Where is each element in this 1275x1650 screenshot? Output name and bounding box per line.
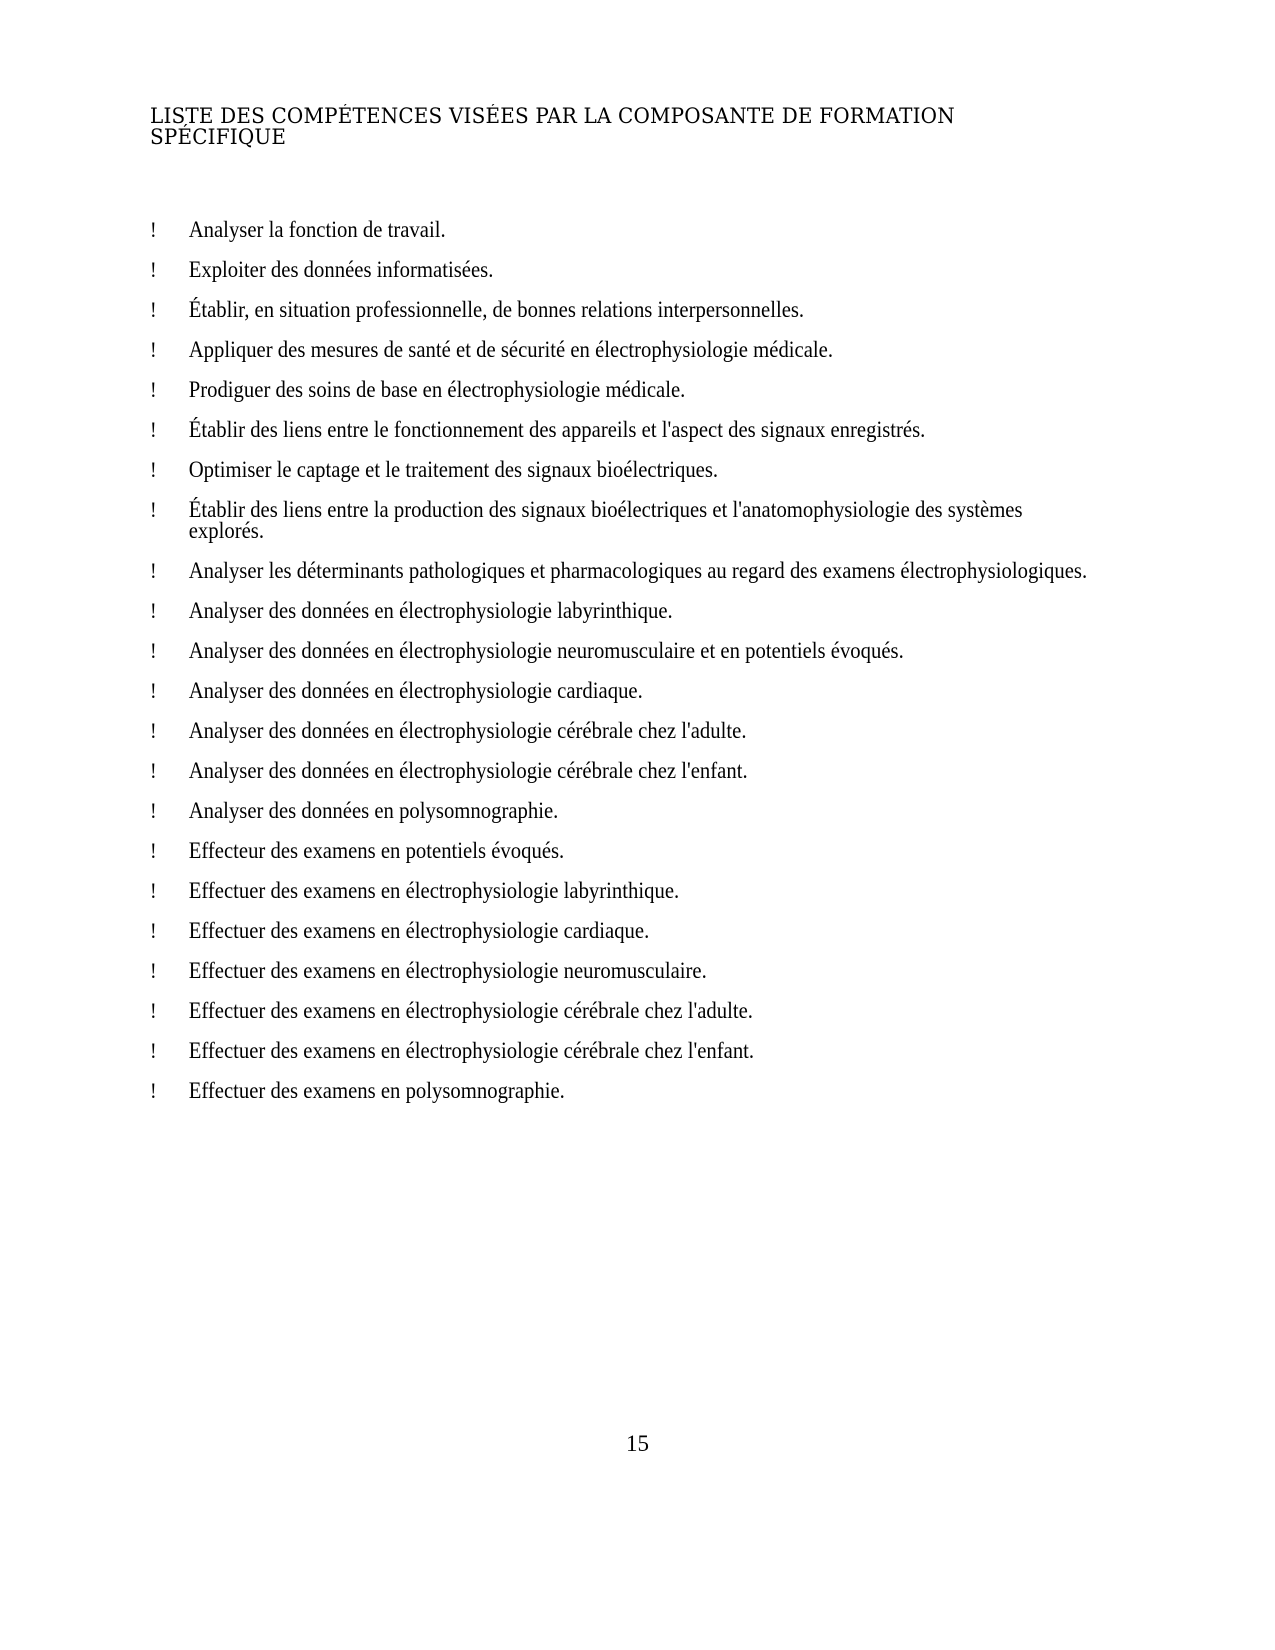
list-item-text: Établir, en situation professionnelle, de bonnes relations interpersonnelles. [188,297,805,322]
bullet: ! [150,718,157,743]
bullet: ! [150,758,157,783]
bullet: ! [150,558,157,583]
list-item-text: Analyser des données en électrophysiologie cérébrale chez l'adulte. [188,718,747,743]
list-item [150,880,1089,901]
list-item [150,760,1089,781]
list-item-text: Analyser des données en polysomnographie. [188,798,559,823]
bullet: ! [150,1038,157,1063]
list-item-text: Analyser la fonction de travail. [188,217,446,242]
list-item-text: Effectuer des examens en électrophysiologie labyrinthique. [188,878,680,903]
list-item [150,339,1089,360]
list-item [150,1040,1089,1061]
list-item [150,680,1089,701]
list-item-text: Analyser des données en électrophysiologie labyrinthique. [188,598,673,623]
list-item [150,459,1089,480]
bullet: ! [150,638,157,663]
bullet: ! [150,377,157,402]
list-item-text: Établir des liens entre le fonctionnement des appareils et l'aspect des signaux enregistrés. [188,417,926,442]
bullet: ! [150,297,157,322]
bullet: ! [150,457,157,482]
list-item [150,920,1089,941]
list-item-text: Analyser des données en électrophysiologie cérébrale chez l'enfant. [188,758,748,783]
competency-list [150,217,1088,1120]
bullet: ! [150,217,157,242]
list-item-text: Effecteur des examens en potentiels évoqués. [188,838,565,863]
bullet: ! [150,918,157,943]
list-item-text: Prodiguer des soins de base en électrophysiologie médicale. [188,377,686,402]
list-item-text: Établir des liens entre la production des signaux bioélectriques et l'anatomophysiologie des systèmes explorés. [188,497,1023,543]
bullet: ! [150,598,157,623]
bullet: ! [150,838,157,863]
list-item [150,1080,1089,1101]
list-item [150,800,1089,821]
bullet: ! [150,678,157,703]
page-title: LISTE DES COMPÉTENCES VISÉES PAR LA COMPOSANTE DE FORMATION SPÉCIFIQUE [150,104,955,149]
bullet: ! [150,878,157,903]
list-item [150,600,1089,621]
bullet: ! [150,1078,157,1103]
list-item [150,419,1089,440]
bullet: ! [150,998,157,1023]
list-item-text: Effectuer des examens en polysomnographie. [188,1078,565,1103]
list-item [150,219,1089,240]
list-item-text: Analyser les déterminants pathologiques et pharmacologiques au regard des examens électrophysiologiques. [188,558,1088,583]
list-item [150,1000,1089,1021]
list-item [150,640,1089,661]
list-item [150,560,1089,581]
list-item-text: Analyser des données en électrophysiologie cardiaque. [188,678,643,703]
list-item [150,259,1089,280]
list-item-text: Appliquer des mesures de santé et de sécurité en électrophysiologie médicale. [188,337,834,362]
bullet: ! [150,497,157,522]
bullet: ! [150,337,157,362]
list-item [150,840,1089,861]
list-item-text: Effectuer des examens en électrophysiologie cérébrale chez l'adulte. [188,998,753,1023]
bullet: ! [150,257,157,282]
page-number: 15 [626,1431,649,1456]
list-item [150,499,1089,541]
bullet: ! [150,798,157,823]
list-item [150,960,1089,981]
bullet: ! [150,417,157,442]
list-item-text: Effectuer des examens en électrophysiologie neuromusculaire. [188,958,707,983]
list-item [150,720,1089,741]
list-item-text: Effectuer des examens en électrophysiologie cardiaque. [188,918,650,943]
list-item [150,379,1089,400]
list-item-text: Optimiser le captage et le traitement des signaux bioélectriques. [188,457,719,482]
list-item [150,299,1089,320]
list-item-text: Analyser des données en électrophysiologie neuromusculaire et en potentiels évoqués. [188,638,904,663]
list-item-text: Effectuer des examens en électrophysiologie cérébrale chez l'enfant. [188,1038,755,1063]
bullet: ! [150,958,157,983]
list-item-text: Exploiter des données informatisées. [188,257,494,282]
